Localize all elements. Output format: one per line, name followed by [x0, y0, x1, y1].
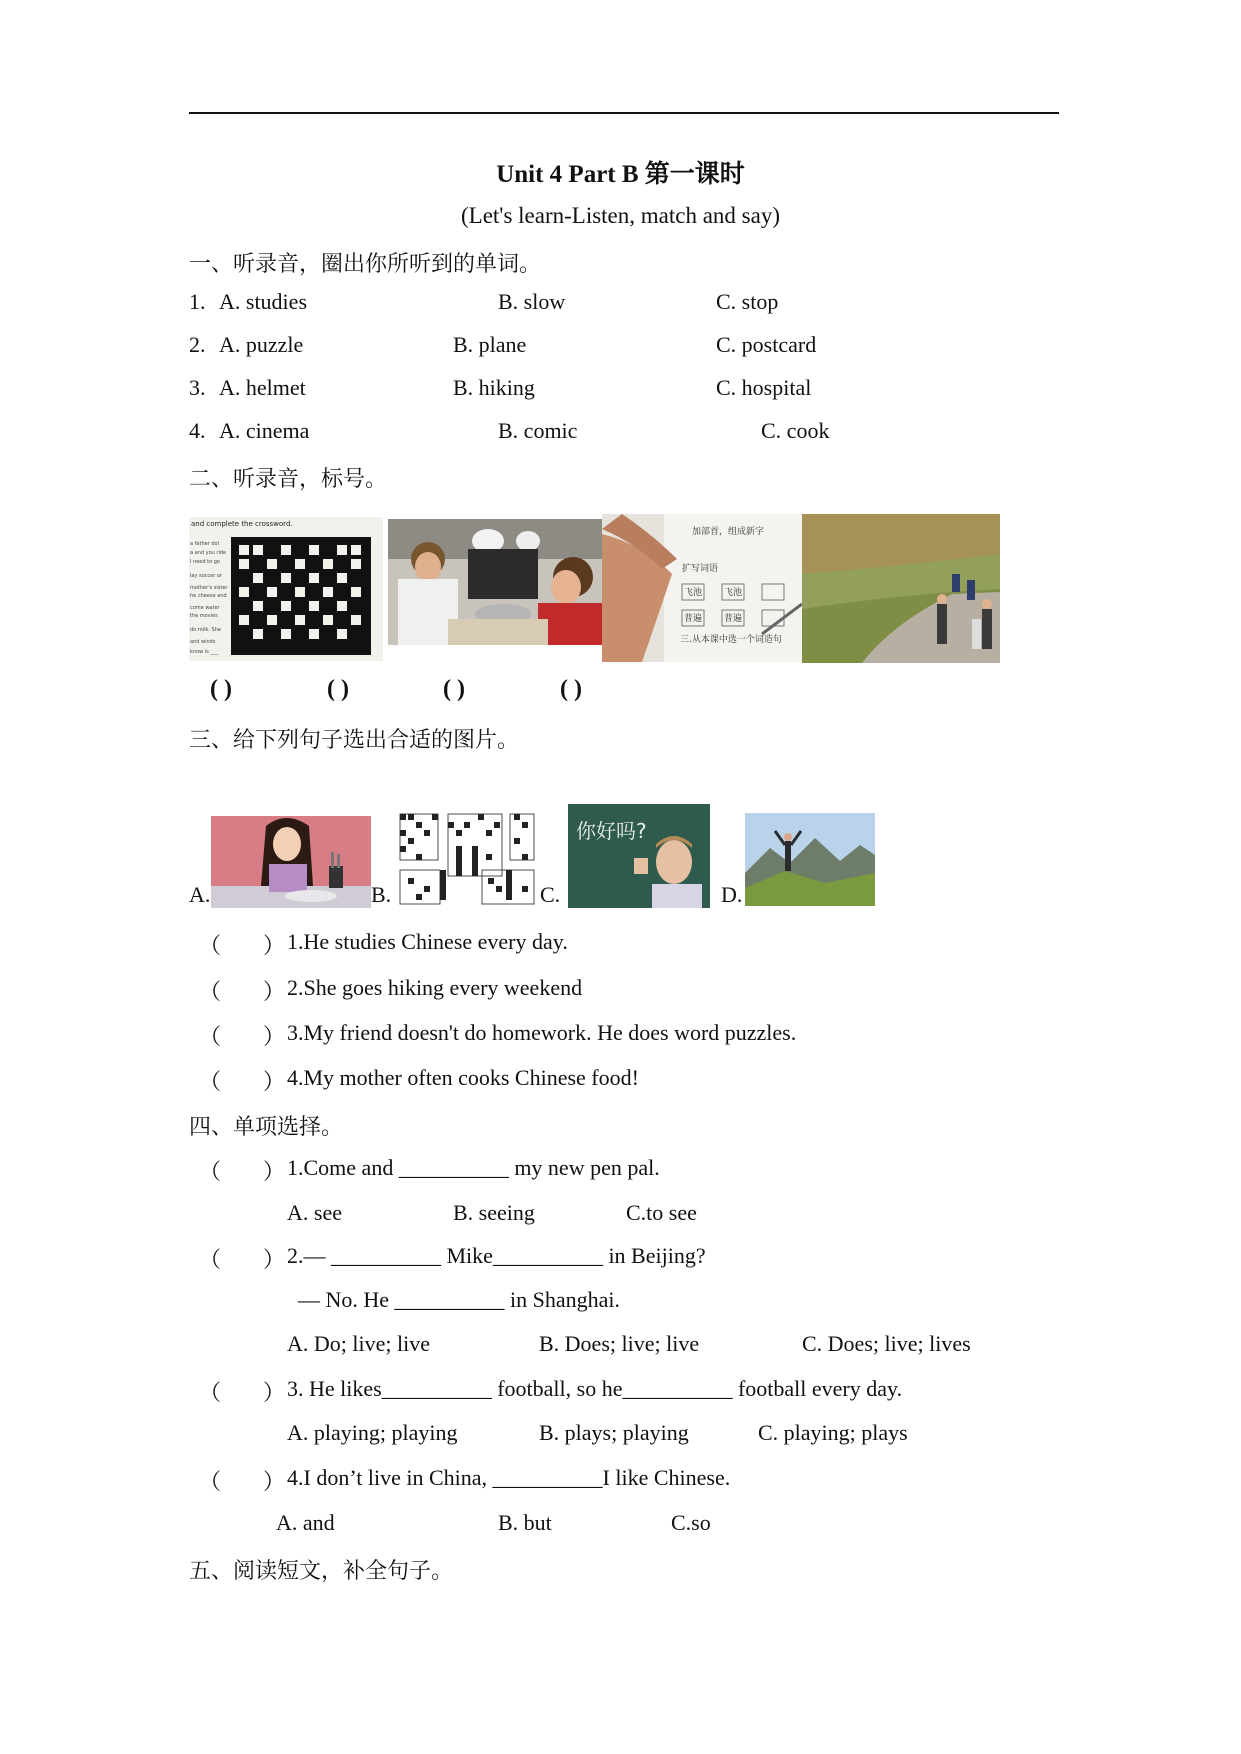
s4-q2-close: ） — [263, 1247, 286, 1272]
s4-q4-stem: 4.I don’t live in China, __________I like Chinese. — [287, 1465, 731, 1490]
s3-option-label-a: A. — [189, 882, 211, 907]
svg-text:a and you ride: a and you ride — [190, 550, 227, 556]
s3-q4-close: ） — [263, 1069, 286, 1094]
s1-item4-num: 4. — [189, 418, 206, 443]
svg-text:and winds: and winds — [190, 639, 216, 645]
section1-heading: 一、听录音，圈出你所听到的单词。 — [189, 252, 542, 277]
s4-q3-option-b: B. plays; playing — [539, 1420, 689, 1445]
svg-text:普遍: 普遍 — [684, 614, 703, 624]
chinese-worksheet-photo — [602, 514, 802, 662]
crossword-grid-image — [398, 812, 538, 908]
svg-text:加部首，组成新字: 加部首，组成新字 — [692, 527, 765, 537]
s1-item2-option-c: C. postcard — [716, 332, 817, 357]
s4-q2-line2: — No. He __________ in Shanghai. — [298, 1287, 621, 1312]
s2-blank-1[interactable]: ( ) — [210, 676, 232, 702]
s4-q2-stem: 2.— __________ Mike__________ in Beijing? — [287, 1243, 706, 1268]
s2-blank-3[interactable]: ( ) — [443, 676, 465, 702]
s4-q2-open[interactable]: （ — [199, 1247, 222, 1272]
s1-item2-option-a: A. puzzle — [219, 332, 304, 357]
s3-q1-close: ） — [263, 933, 286, 958]
teacher-chalkboard-photo — [568, 804, 710, 908]
s1-item3-num: 3. — [189, 375, 206, 400]
s3-q1-open[interactable]: （ — [199, 933, 222, 958]
s3-option-label-c: C. — [540, 882, 561, 907]
hiking-group-photo — [802, 514, 1000, 663]
s3-sentence-1: 1.He studies Chinese every day. — [287, 929, 568, 954]
s1-item2-num: 2. — [189, 332, 206, 357]
svg-text:三.从本课中选一个词造句: 三.从本课中选一个词造句 — [680, 635, 782, 645]
s1-item1-option-b: B. slow — [498, 289, 566, 314]
s1-item4-option-a: A. cinema — [219, 418, 310, 443]
s3-q3-close: ） — [263, 1024, 286, 1049]
s1-item3-option-b: B. hiking — [453, 375, 535, 400]
s3-sentence-4: 4.My mother often cooks Chinese food! — [287, 1065, 639, 1090]
svg-text:a father dol: a father dol — [190, 541, 219, 547]
s3-q2-open[interactable]: （ — [199, 979, 222, 1004]
section4-heading: 四、单项选择。 — [189, 1115, 344, 1140]
s4-q1-option-c: C.to see — [626, 1200, 697, 1225]
s4-q2-option-c: C. Does; live; lives — [802, 1331, 971, 1356]
svg-text:he cheese and: he cheese and — [190, 593, 227, 599]
woman-cooking-cartoon — [211, 816, 371, 908]
s4-q4-close: ） — [263, 1469, 286, 1494]
s3-option-label-d: D. — [721, 882, 743, 907]
s4-q1-option-b: B. seeing — [453, 1200, 535, 1225]
section5-heading: 五、阅读短文，补全句子。 — [189, 1559, 454, 1584]
svg-text:I need to go: I need to go — [190, 559, 220, 565]
s1-item3-option-c: C. hospital — [716, 375, 812, 400]
s1-item4-option-c: C. cook — [761, 418, 830, 443]
s4-q3-option-c: C. playing; plays — [758, 1420, 908, 1445]
s4-q4-open[interactable]: （ — [199, 1469, 222, 1494]
svg-text:come water: come water — [190, 605, 220, 611]
s1-item2-option-b: B. plane — [453, 332, 527, 357]
crossword-puzzle-photo — [189, 517, 383, 661]
svg-text:lay soccer or: lay soccer or — [190, 573, 222, 579]
chalkboard-text: 你好吗? — [576, 819, 647, 843]
svg-text:the movies: the movies — [190, 613, 218, 619]
mountain-hiker-photo — [745, 813, 875, 906]
svg-text:飞池: 飞池 — [724, 588, 743, 598]
section3-heading: 三、给下列句子选出合适的图片。 — [189, 728, 520, 753]
s1-item4-option-b: B. comic — [498, 418, 578, 443]
s3-option-label-b: B. — [371, 882, 392, 907]
s4-q1-option-a: A. see — [287, 1200, 342, 1225]
s3-sentence-3: 3.My friend doesn't do homework. He does word puzzles. — [287, 1020, 797, 1045]
s4-q3-close: ） — [263, 1380, 286, 1405]
page-title: Unit 4 Part B 第一课时 — [496, 161, 745, 188]
kids-cooking-photo — [388, 519, 602, 645]
s4-q1-stem: 1.Come and __________ my new pen pal. — [287, 1155, 660, 1180]
svg-text:飞池: 飞池 — [684, 588, 703, 598]
s2-blank-2[interactable]: ( ) — [327, 676, 349, 702]
s4-q4-option-b: B. but — [498, 1510, 552, 1535]
s3-q2-close: ） — [263, 979, 286, 1004]
s4-q3-stem: 3. He likes__________ football, so he__________ football every day. — [287, 1376, 903, 1401]
s4-q4-option-c: C.so — [671, 1510, 711, 1535]
svg-text:and complete the crossword.: and complete the crossword. — [191, 520, 293, 528]
s3-sentence-2: 2.She goes hiking every weekend — [287, 975, 583, 1000]
s4-q3-open[interactable]: （ — [199, 1380, 222, 1405]
svg-text:普遍: 普遍 — [724, 614, 743, 624]
s4-q1-close: ） — [263, 1159, 286, 1184]
s3-q4-open[interactable]: （ — [199, 1069, 222, 1094]
s3-q3-open[interactable]: （ — [199, 1024, 222, 1049]
page-subtitle: (Let's learn-Listen, match and say) — [461, 203, 780, 228]
s4-q2-option-b: B. Does; live; live — [539, 1331, 700, 1356]
s2-blank-4[interactable]: ( ) — [560, 676, 582, 702]
svg-text:know is ___: know is ___ — [190, 649, 218, 655]
header-rule — [189, 112, 1059, 114]
section2-heading: 二、听录音，标号。 — [189, 467, 388, 492]
s4-q4-option-a: A. and — [276, 1510, 335, 1535]
s1-item1-option-c: C. stop — [716, 289, 779, 314]
svg-text:mother's sister: mother's sister — [190, 585, 228, 591]
s4-q1-open[interactable]: （ — [199, 1159, 222, 1184]
s4-q3-option-a: A. playing; playing — [287, 1420, 458, 1445]
s4-q2-option-a: A. Do; live; live — [287, 1331, 430, 1356]
svg-text:do milk. She: do milk. She — [190, 627, 221, 633]
s1-item1-option-a: A. studies — [219, 289, 307, 314]
s1-item3-option-a: A. helmet — [219, 375, 306, 400]
s1-item1-num: 1. — [189, 289, 206, 314]
svg-text:扩写词语: 扩写词语 — [682, 564, 719, 574]
